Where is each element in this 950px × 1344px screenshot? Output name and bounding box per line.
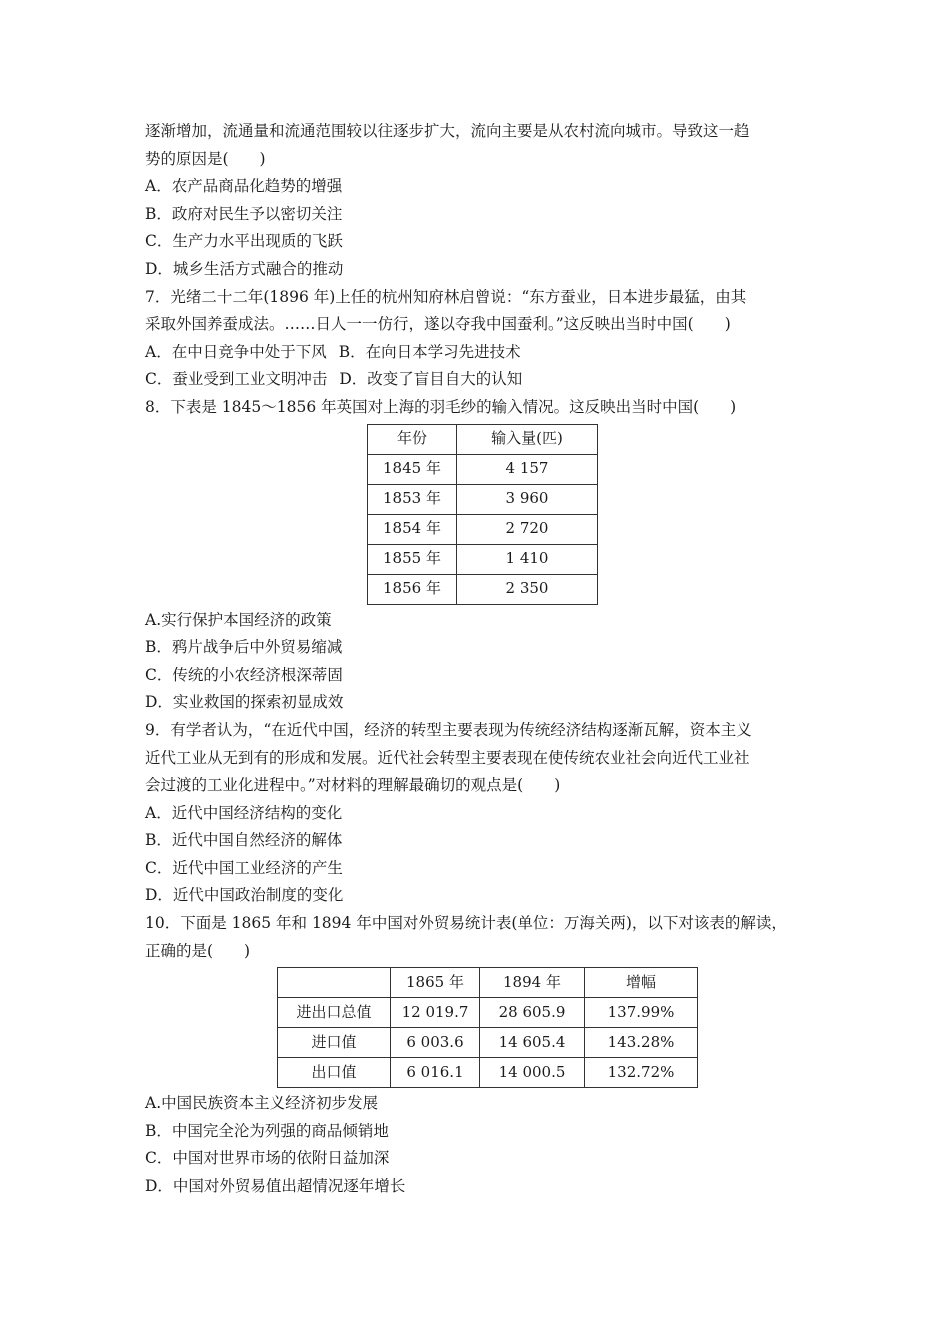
q9-stem-line-1: 9．有学者认为，“在近代中国，经济的转型主要表现为传统经济结构逐渐瓦解，资本主义 — [145, 720, 752, 739]
q8-option-b: B．鸦片战争后中外贸易缩减 — [145, 638, 343, 657]
q8-table — [367, 424, 598, 605]
table-cell: 进口值 — [278, 1028, 391, 1058]
table-cell: 1853 年 — [368, 484, 457, 514]
table-header-cell: 输入量(匹) — [457, 424, 598, 454]
q10-option-d: D．中国对外贸易值出超情况逐年增长 — [145, 1177, 406, 1196]
q6-option-b: B．政府对民生予以密切关注 — [145, 204, 343, 223]
q9-option-a: A．近代中国经济结构的变化 — [145, 803, 343, 822]
table-row — [368, 514, 598, 544]
q10-option-b: B．中国完全沦为列强的商品倾销地 — [145, 1121, 389, 1140]
table-cell: 12 019.7 — [391, 998, 480, 1028]
table-header-cell: 年份 — [368, 424, 457, 454]
table-row — [278, 1058, 698, 1088]
table-cell: 2 720 — [457, 514, 598, 544]
table-row — [278, 1028, 698, 1058]
q7-option-a: A．在中日竞争中处于下风 — [145, 342, 327, 361]
q9-option-b: B．近代中国自然经济的解体 — [145, 831, 343, 850]
table-row — [278, 998, 698, 1028]
table-cell: 进出口总值 — [278, 998, 391, 1028]
q9-option-d: D．近代中国政治制度的变化 — [145, 886, 344, 905]
table-cell: 6 016.1 — [391, 1058, 480, 1088]
q8-option-a: A.实行保护本国经济的政策 — [145, 610, 332, 629]
table-cell: 1845 年 — [368, 454, 457, 484]
table-cell: 132.72% — [585, 1058, 698, 1088]
table-header-cell: 增幅 — [585, 968, 698, 998]
q6-option-a: A．农产品商品化趋势的增强 — [145, 177, 343, 196]
q8-option-d: D．实业救国的探索初显成效 — [145, 693, 344, 712]
table-header-row — [278, 968, 698, 998]
table-header-cell: 1894 年 — [480, 968, 585, 998]
q6-option-c: C．生产力水平出现质的飞跃 — [145, 232, 343, 251]
q10-stem-line-2: 正确的是( ) — [145, 941, 251, 960]
table-cell: 1 410 — [457, 544, 598, 574]
q7-option-b: B．在向日本学习先进技术 — [338, 342, 521, 361]
q7-option-c: C．蚕业受到工业文明冲击 — [145, 370, 328, 389]
q8-stem: 8．下表是 1845～1856 年英国对上海的羽毛纱的输入情况。这反映出当时中国( ) — [145, 397, 737, 416]
q7-options-row-1 — [145, 339, 825, 367]
table-cell: 2 350 — [457, 574, 598, 604]
table-row — [368, 484, 598, 514]
q10-stem-line-1: 10．下面是 1865 年和 1894 年中国对外贸易统计表(单位：万海关两)，以下对该表的解读， — [145, 914, 787, 933]
table-row — [368, 544, 598, 574]
table-cell: 143.28% — [585, 1028, 698, 1058]
table-cell: 3 960 — [457, 484, 598, 514]
table-row — [368, 574, 598, 604]
document-page — [145, 118, 825, 1201]
table-cell: 14 000.5 — [480, 1058, 585, 1088]
q6-option-d: D．城乡生活方式融合的推动 — [145, 259, 344, 278]
q6-stem-line-1: 逐渐增加，流通量和流通范围较以往逐步扩大，流向主要是从农村流向城市。导致这一趋 — [145, 122, 750, 140]
q10-table — [277, 967, 698, 1088]
table-cell: 137.99% — [585, 998, 698, 1028]
table-cell: 1854 年 — [368, 514, 457, 544]
q9-stem-line-2: 近代工业从无到有的形成和发展。近代社会转型主要表现在使传统农业社会向近代工业社 — [145, 748, 750, 767]
table-header-cell: 1865 年 — [391, 968, 480, 998]
q7-stem-line-2: 采取外国养蚕成法。……日人一一仿行，遂以夺我中国蚕利。”这反映出当时中国( ) — [145, 315, 731, 334]
table-cell: 14 605.4 — [480, 1028, 585, 1058]
q7-stem-line-1: 7．光绪二十二年(1896 年)上任的杭州知府林启曾说：“东方蚕业，日本进步最猛，由其 — [145, 287, 747, 306]
q9-stem-line-3: 会过渡的工业化进程中。”对材料的理解最确切的观点是( ) — [145, 776, 561, 795]
table-cell: 出口值 — [278, 1058, 391, 1088]
q6-stem-line-2: 势的原因是( ) — [145, 149, 266, 168]
table-cell: 6 003.6 — [391, 1028, 480, 1058]
table-cell: 28 605.9 — [480, 998, 585, 1028]
q8-option-c: C．传统的小农经济根深蒂固 — [145, 665, 343, 684]
table-header-cell — [278, 968, 391, 998]
table-cell: 4 157 — [457, 454, 598, 484]
q9-option-c: C．近代中国工业经济的产生 — [145, 858, 343, 877]
table-header-row — [368, 424, 598, 454]
q7-options-row-2 — [145, 366, 825, 394]
table-cell: 1856 年 — [368, 574, 457, 604]
table-row — [368, 454, 598, 484]
q10-option-a: A.中国民族资本主义经济初步发展 — [145, 1094, 379, 1113]
table-cell: 1855 年 — [368, 544, 457, 574]
q7-option-d: D．改变了盲目自大的认知 — [339, 370, 523, 389]
q10-option-c: C．中国对世界市场的依附日益加深 — [145, 1149, 390, 1168]
